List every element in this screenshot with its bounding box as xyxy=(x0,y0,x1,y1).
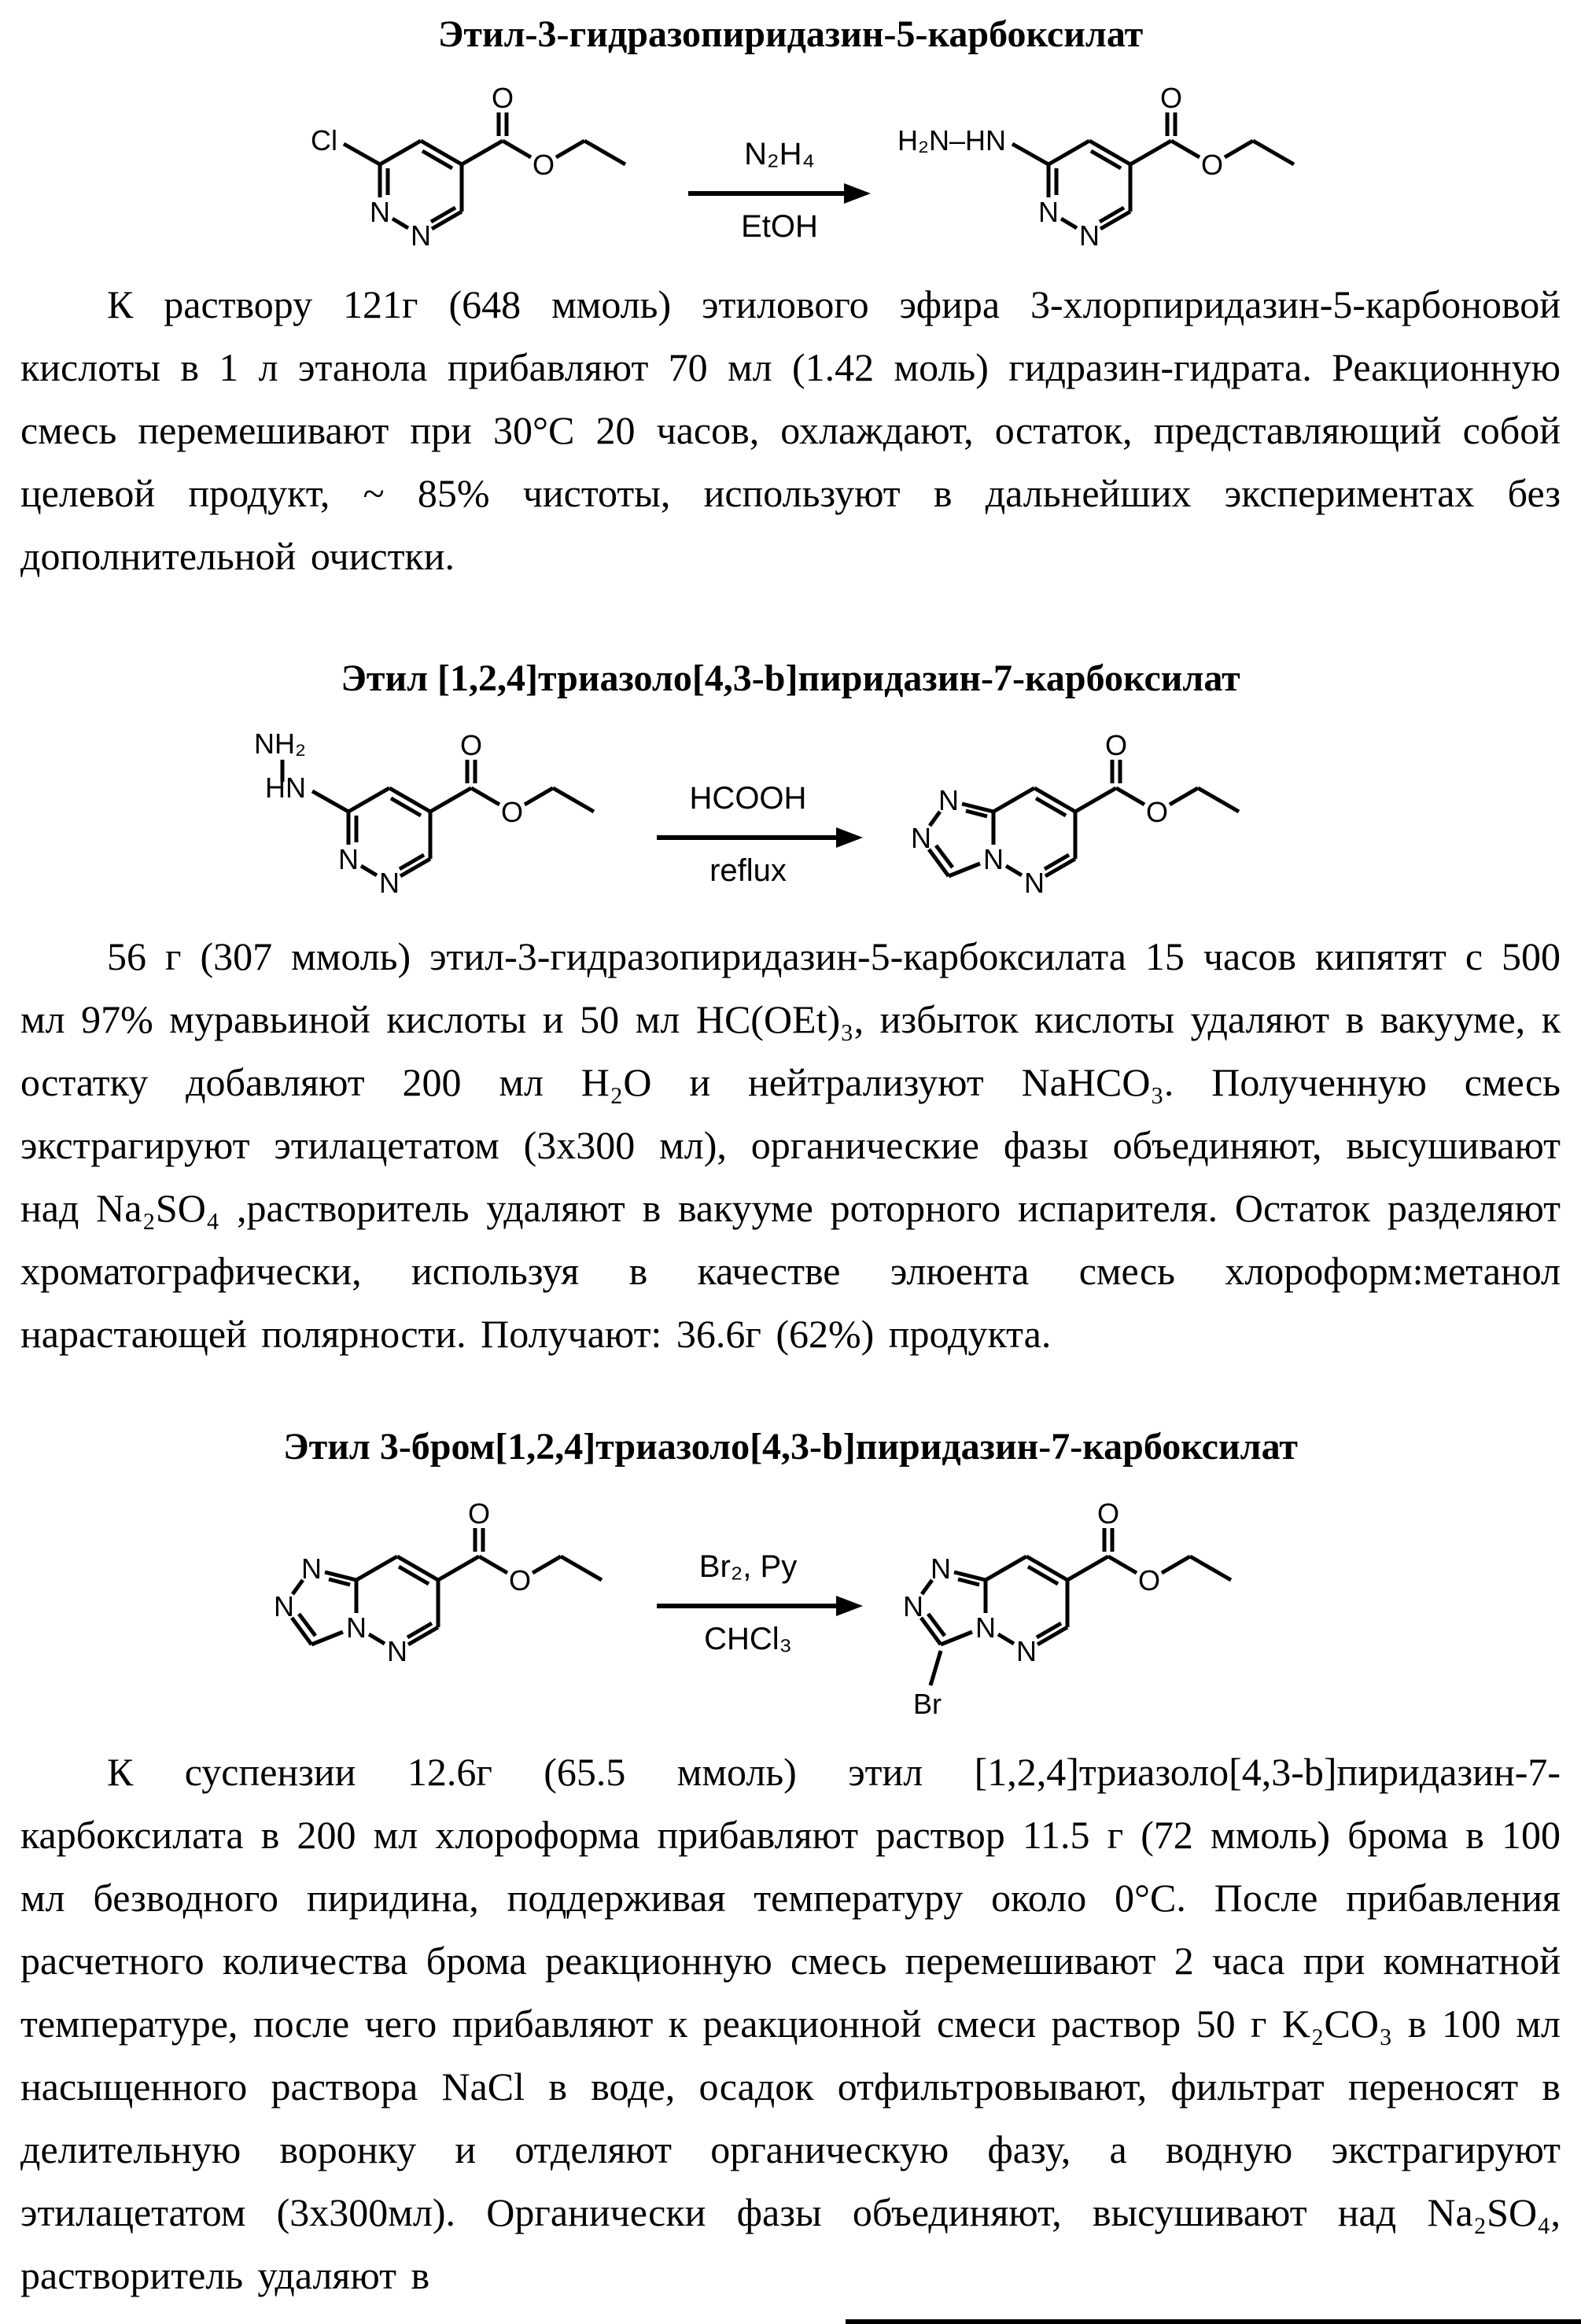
double-bond-lines xyxy=(299,1528,483,1637)
atom-label-carbonyl-o: O xyxy=(1159,82,1183,114)
reagent-below-label: EtOH xyxy=(741,209,818,244)
atom-label-ester-o: O xyxy=(500,796,524,828)
atom-label-nh2: NH₂ xyxy=(254,727,306,760)
compound-title-1: Этил-3-гидразопиридазин-5-карбоксилат xyxy=(437,13,1144,55)
atom-label-hn: HN xyxy=(265,772,306,804)
synthesis-section-1 xyxy=(20,0,1561,587)
atom-label-carbonyl-o: O xyxy=(1104,729,1128,761)
compound-title-2: Этил [1,2,4]триазоло[4,3-b]пиридазин-7-карбоксилат xyxy=(341,657,1240,699)
atom-label-carbonyl-o: O xyxy=(491,82,514,114)
compound-title-3: Этил 3-бром[1,2,4]триазоло[4,3-b]пиридазин-7-карбоксилат xyxy=(283,1426,1298,1468)
reagent-above-label: Br₂, Py xyxy=(698,1549,798,1584)
product-structure xyxy=(903,1497,1231,1720)
atom-label-n2: N xyxy=(903,1590,923,1622)
reactant-structure xyxy=(311,82,625,252)
atom-label-n2: N xyxy=(274,1590,294,1622)
atom-label-cl: Cl xyxy=(311,124,337,157)
atom-label-n1: N xyxy=(938,784,959,816)
bond-lines xyxy=(929,788,1239,876)
atom-label-n5: N xyxy=(1024,867,1045,899)
atom-label-ester-o: O xyxy=(1137,1564,1161,1597)
atom-label-n4: N xyxy=(975,1611,996,1644)
atom-label-n: N xyxy=(370,196,390,228)
atom-label-n: N xyxy=(1079,219,1100,252)
reaction-arrow-head xyxy=(844,183,871,204)
synthesis-section-2 xyxy=(20,587,1561,1365)
double-bond-lines xyxy=(388,112,507,222)
double-bond-lines xyxy=(356,760,475,869)
reactant-structure xyxy=(274,1497,602,1667)
product-structure xyxy=(911,729,1239,899)
atom-label-n1: N xyxy=(931,1552,951,1585)
reactant-structure xyxy=(254,727,594,899)
product-structure xyxy=(897,82,1294,252)
reaction-scheme-3 xyxy=(216,1476,1365,1736)
atom-label-ester-o: O xyxy=(1145,796,1169,828)
bond-lines xyxy=(292,1556,602,1644)
double-bond-lines xyxy=(928,1528,1112,1637)
reaction-arrow-head xyxy=(836,1596,863,1616)
atom-label-n2: N xyxy=(911,822,931,854)
atom-label-hydrazine: H₂N–HN xyxy=(897,124,1006,157)
bond-lines xyxy=(282,760,594,876)
atom-label-n: N xyxy=(379,867,400,899)
atom-label-n4: N xyxy=(346,1611,367,1644)
atom-label-n: N xyxy=(338,843,359,875)
reagent-below-label: reflux xyxy=(709,853,787,888)
double-bond-lines xyxy=(1056,112,1175,222)
procedure-paragraph-1: К раствору 121г (648 ммоль) этилового эфира 3-хлорпиридазин-5-карбоновой кислоты в 1 л этанола прибавляют 70 мл (1.42 моль) гидразин-гидрата. Реакционную смесь перемешивают при 30°С 20 часов, охлаждают, остаток, представляющий собой целевой продукт, ~ 85% чистоты, используют в дальнейших экспериментах без дополнительной очистки. xyxy=(20,282,1561,578)
atom-label-carbonyl-o: O xyxy=(467,1497,491,1530)
reaction-scheme-2 xyxy=(216,708,1365,920)
double-bond-lines xyxy=(936,760,1120,869)
atom-label-ester-o: O xyxy=(508,1564,532,1597)
atom-label-carbonyl-o: O xyxy=(1096,1497,1120,1530)
reaction-arrow-head xyxy=(836,827,863,848)
synthesis-section-3 xyxy=(20,1365,1561,2307)
reagent-above-label: HCOOH xyxy=(689,781,807,816)
atom-label-n5: N xyxy=(1016,1635,1037,1667)
atom-label-n: N xyxy=(1038,196,1059,228)
atom-label-n: N xyxy=(411,219,431,252)
bond-lines xyxy=(921,1556,1231,1685)
atom-label-carbonyl-o: O xyxy=(459,729,483,761)
procedure-paragraph-2: 56 г (307 ммоль) этил-3-гидразопиридазин-5-карбоксилата 15 часов кипятят с 500 мл 97% муравьиной кислоты и 50 мл HC(OEt)₃, избыток кислоты удаляют в вакууме, к остатку добавляют 200 мл H₂O и нейтрализуют NaHCO₃. Полученную смесь экстрагируют этилацетатом (3x300 мл), органические фазы объединяют, высушивают над Na₂SO₄ ,растворитель удаляют в вакууме роторного испарителя. Остаток разделяют хроматографически, используя в качестве элюента смесь хлороформ:метанол нарастающей полярности. Получают: 36.6г (62%) продукта. xyxy=(20,934,1561,1356)
page-bottom-rule xyxy=(846,2319,1581,2324)
atom-label-ester-o: O xyxy=(1200,149,1224,181)
atom-label-br: Br xyxy=(913,1688,942,1720)
atom-label-n4: N xyxy=(983,843,1004,875)
reagent-below-label: CHCl₃ xyxy=(704,1622,792,1656)
atom-label-n1: N xyxy=(301,1552,322,1585)
atom-label-n5: N xyxy=(387,1635,407,1667)
procedure-paragraph-3: К суспензии 12.6г (65.5 ммоль) этил [1,2,4]триазоло[4,3-b]пиридазин-7-карбоксилата в 200 мл хлороформа прибавляют раствор 11.5 г (72 ммоль) брома в 100 мл безводного пиридина, поддерживая температуру около 0°С. После прибавления расчетного количества брома реакционную смесь перемешивают 2 часа при комнатной температуре, после чего прибавляют к реакционной смеси раствор 50 г K₂CO₃ в 100 мл насыщенного раствора NaCl в воде, осадок отфильтровывают, фильтрат переносят в делительную воронку и отделяют органическую фазу, а водную экстрагируют этилацетатом (3x300мл). Органически фазы объединяют, высушивают над Na₂SO₄, растворитель удаляют в xyxy=(20,1750,1561,2297)
atom-label-ester-o: O xyxy=(532,149,555,181)
reaction-scheme-1 xyxy=(216,64,1365,268)
reagent-above-label: N₂H₄ xyxy=(744,137,815,171)
